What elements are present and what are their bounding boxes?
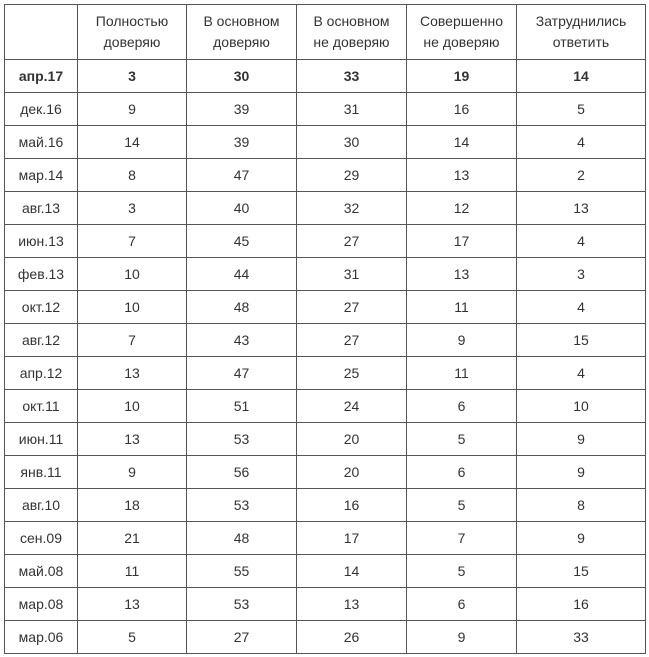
column-header: В основном доверяю	[187, 5, 297, 60]
table-row	[5, 291, 646, 324]
value-cell: 14	[407, 126, 517, 159]
header-row	[5, 5, 646, 60]
value-cell: 3	[78, 192, 187, 225]
value-cell: 30	[187, 60, 297, 93]
value-cell: 48	[187, 522, 297, 555]
value-cell: 16	[517, 588, 646, 621]
row-date-cell: апр.12	[5, 357, 78, 390]
row-date-cell: авг.12	[5, 324, 78, 357]
value-cell: 10	[517, 390, 646, 423]
value-cell: 27	[297, 291, 407, 324]
row-date-cell: мар.14	[5, 159, 78, 192]
value-cell: 56	[187, 456, 297, 489]
row-date-cell: авг.10	[5, 489, 78, 522]
value-cell: 5	[517, 93, 646, 126]
value-cell: 19	[407, 60, 517, 93]
table-body	[5, 60, 646, 654]
value-cell: 53	[187, 489, 297, 522]
value-cell: 9	[78, 456, 187, 489]
header-cell-empty	[5, 5, 78, 60]
value-cell: 29	[297, 159, 407, 192]
table-row	[5, 93, 646, 126]
value-cell: 39	[187, 126, 297, 159]
row-date-cell: май.08	[5, 555, 78, 588]
column-header: Совершенно не доверяю	[407, 5, 517, 60]
value-cell: 5	[407, 489, 517, 522]
value-cell: 14	[297, 555, 407, 588]
value-cell: 27	[297, 225, 407, 258]
value-cell: 8	[517, 489, 646, 522]
table-row	[5, 225, 646, 258]
value-cell: 16	[407, 93, 517, 126]
value-cell: 13	[78, 588, 187, 621]
value-cell: 18	[78, 489, 187, 522]
survey-table	[4, 4, 646, 654]
row-date-cell: сен.09	[5, 522, 78, 555]
value-cell: 17	[297, 522, 407, 555]
value-cell: 7	[78, 225, 187, 258]
value-cell: 39	[187, 93, 297, 126]
value-cell: 9	[517, 522, 646, 555]
value-cell: 44	[187, 258, 297, 291]
value-cell: 9	[407, 621, 517, 654]
table-row	[5, 456, 646, 489]
value-cell: 33	[297, 60, 407, 93]
row-date-cell: июн.13	[5, 225, 78, 258]
value-cell: 20	[297, 423, 407, 456]
table-row	[5, 159, 646, 192]
value-cell: 45	[187, 225, 297, 258]
value-cell: 21	[78, 522, 187, 555]
value-cell: 9	[78, 93, 187, 126]
value-cell: 10	[78, 258, 187, 291]
value-cell: 53	[187, 423, 297, 456]
value-cell: 10	[78, 390, 187, 423]
table-row	[5, 522, 646, 555]
value-cell: 13	[517, 192, 646, 225]
value-cell: 11	[407, 357, 517, 390]
value-cell: 13	[78, 357, 187, 390]
value-cell: 11	[78, 555, 187, 588]
row-date-cell: окт.12	[5, 291, 78, 324]
table-row	[5, 555, 646, 588]
table-row	[5, 324, 646, 357]
column-header: Затруднились ответить	[517, 5, 646, 60]
value-cell: 10	[78, 291, 187, 324]
value-cell: 47	[187, 357, 297, 390]
value-cell: 4	[517, 357, 646, 390]
row-date-cell: дек.16	[5, 93, 78, 126]
value-cell: 25	[297, 357, 407, 390]
value-cell: 4	[517, 126, 646, 159]
value-cell: 13	[297, 588, 407, 621]
value-cell: 51	[187, 390, 297, 423]
row-date-cell: мар.06	[5, 621, 78, 654]
value-cell: 13	[78, 423, 187, 456]
value-cell: 30	[297, 126, 407, 159]
value-cell: 33	[517, 621, 646, 654]
table-row	[5, 126, 646, 159]
value-cell: 2	[517, 159, 646, 192]
value-cell: 31	[297, 258, 407, 291]
table-row	[5, 588, 646, 621]
value-cell: 6	[407, 390, 517, 423]
value-cell: 14	[517, 60, 646, 93]
value-cell: 13	[407, 159, 517, 192]
table-row	[5, 390, 646, 423]
value-cell: 47	[187, 159, 297, 192]
value-cell: 9	[517, 456, 646, 489]
value-cell: 16	[297, 489, 407, 522]
value-cell: 9	[407, 324, 517, 357]
value-cell: 43	[187, 324, 297, 357]
value-cell: 24	[297, 390, 407, 423]
value-cell: 7	[78, 324, 187, 357]
value-cell: 8	[78, 159, 187, 192]
value-cell: 6	[407, 456, 517, 489]
value-cell: 9	[517, 423, 646, 456]
row-date-cell: янв.11	[5, 456, 78, 489]
value-cell: 27	[297, 324, 407, 357]
table-row	[5, 423, 646, 456]
value-cell: 40	[187, 192, 297, 225]
value-cell: 5	[78, 621, 187, 654]
value-cell: 55	[187, 555, 297, 588]
value-cell: 6	[407, 588, 517, 621]
column-header: Полностью доверяю	[78, 5, 187, 60]
table-row	[5, 192, 646, 225]
row-date-cell: мар.08	[5, 588, 78, 621]
table-header	[5, 5, 646, 60]
table-row	[5, 489, 646, 522]
table-row	[5, 621, 646, 654]
table-row	[5, 258, 646, 291]
table-row	[5, 357, 646, 390]
value-cell: 26	[297, 621, 407, 654]
value-cell: 15	[517, 555, 646, 588]
value-cell: 20	[297, 456, 407, 489]
value-cell: 5	[407, 423, 517, 456]
row-date-cell: июн.11	[5, 423, 78, 456]
value-cell: 14	[78, 126, 187, 159]
table-row	[5, 60, 646, 93]
value-cell: 11	[407, 291, 517, 324]
value-cell: 5	[407, 555, 517, 588]
value-cell: 53	[187, 588, 297, 621]
row-date-cell: апр.17	[5, 60, 78, 93]
value-cell: 3	[517, 258, 646, 291]
value-cell: 31	[297, 93, 407, 126]
value-cell: 7	[407, 522, 517, 555]
value-cell: 4	[517, 225, 646, 258]
row-date-cell: авг.13	[5, 192, 78, 225]
value-cell: 4	[517, 291, 646, 324]
row-date-cell: май.16	[5, 126, 78, 159]
row-date-cell: фев.13	[5, 258, 78, 291]
value-cell: 3	[78, 60, 187, 93]
value-cell: 13	[407, 258, 517, 291]
value-cell: 27	[187, 621, 297, 654]
value-cell: 48	[187, 291, 297, 324]
value-cell: 17	[407, 225, 517, 258]
value-cell: 15	[517, 324, 646, 357]
column-header: В основном не доверяю	[297, 5, 407, 60]
value-cell: 12	[407, 192, 517, 225]
value-cell: 32	[297, 192, 407, 225]
row-date-cell: окт.11	[5, 390, 78, 423]
